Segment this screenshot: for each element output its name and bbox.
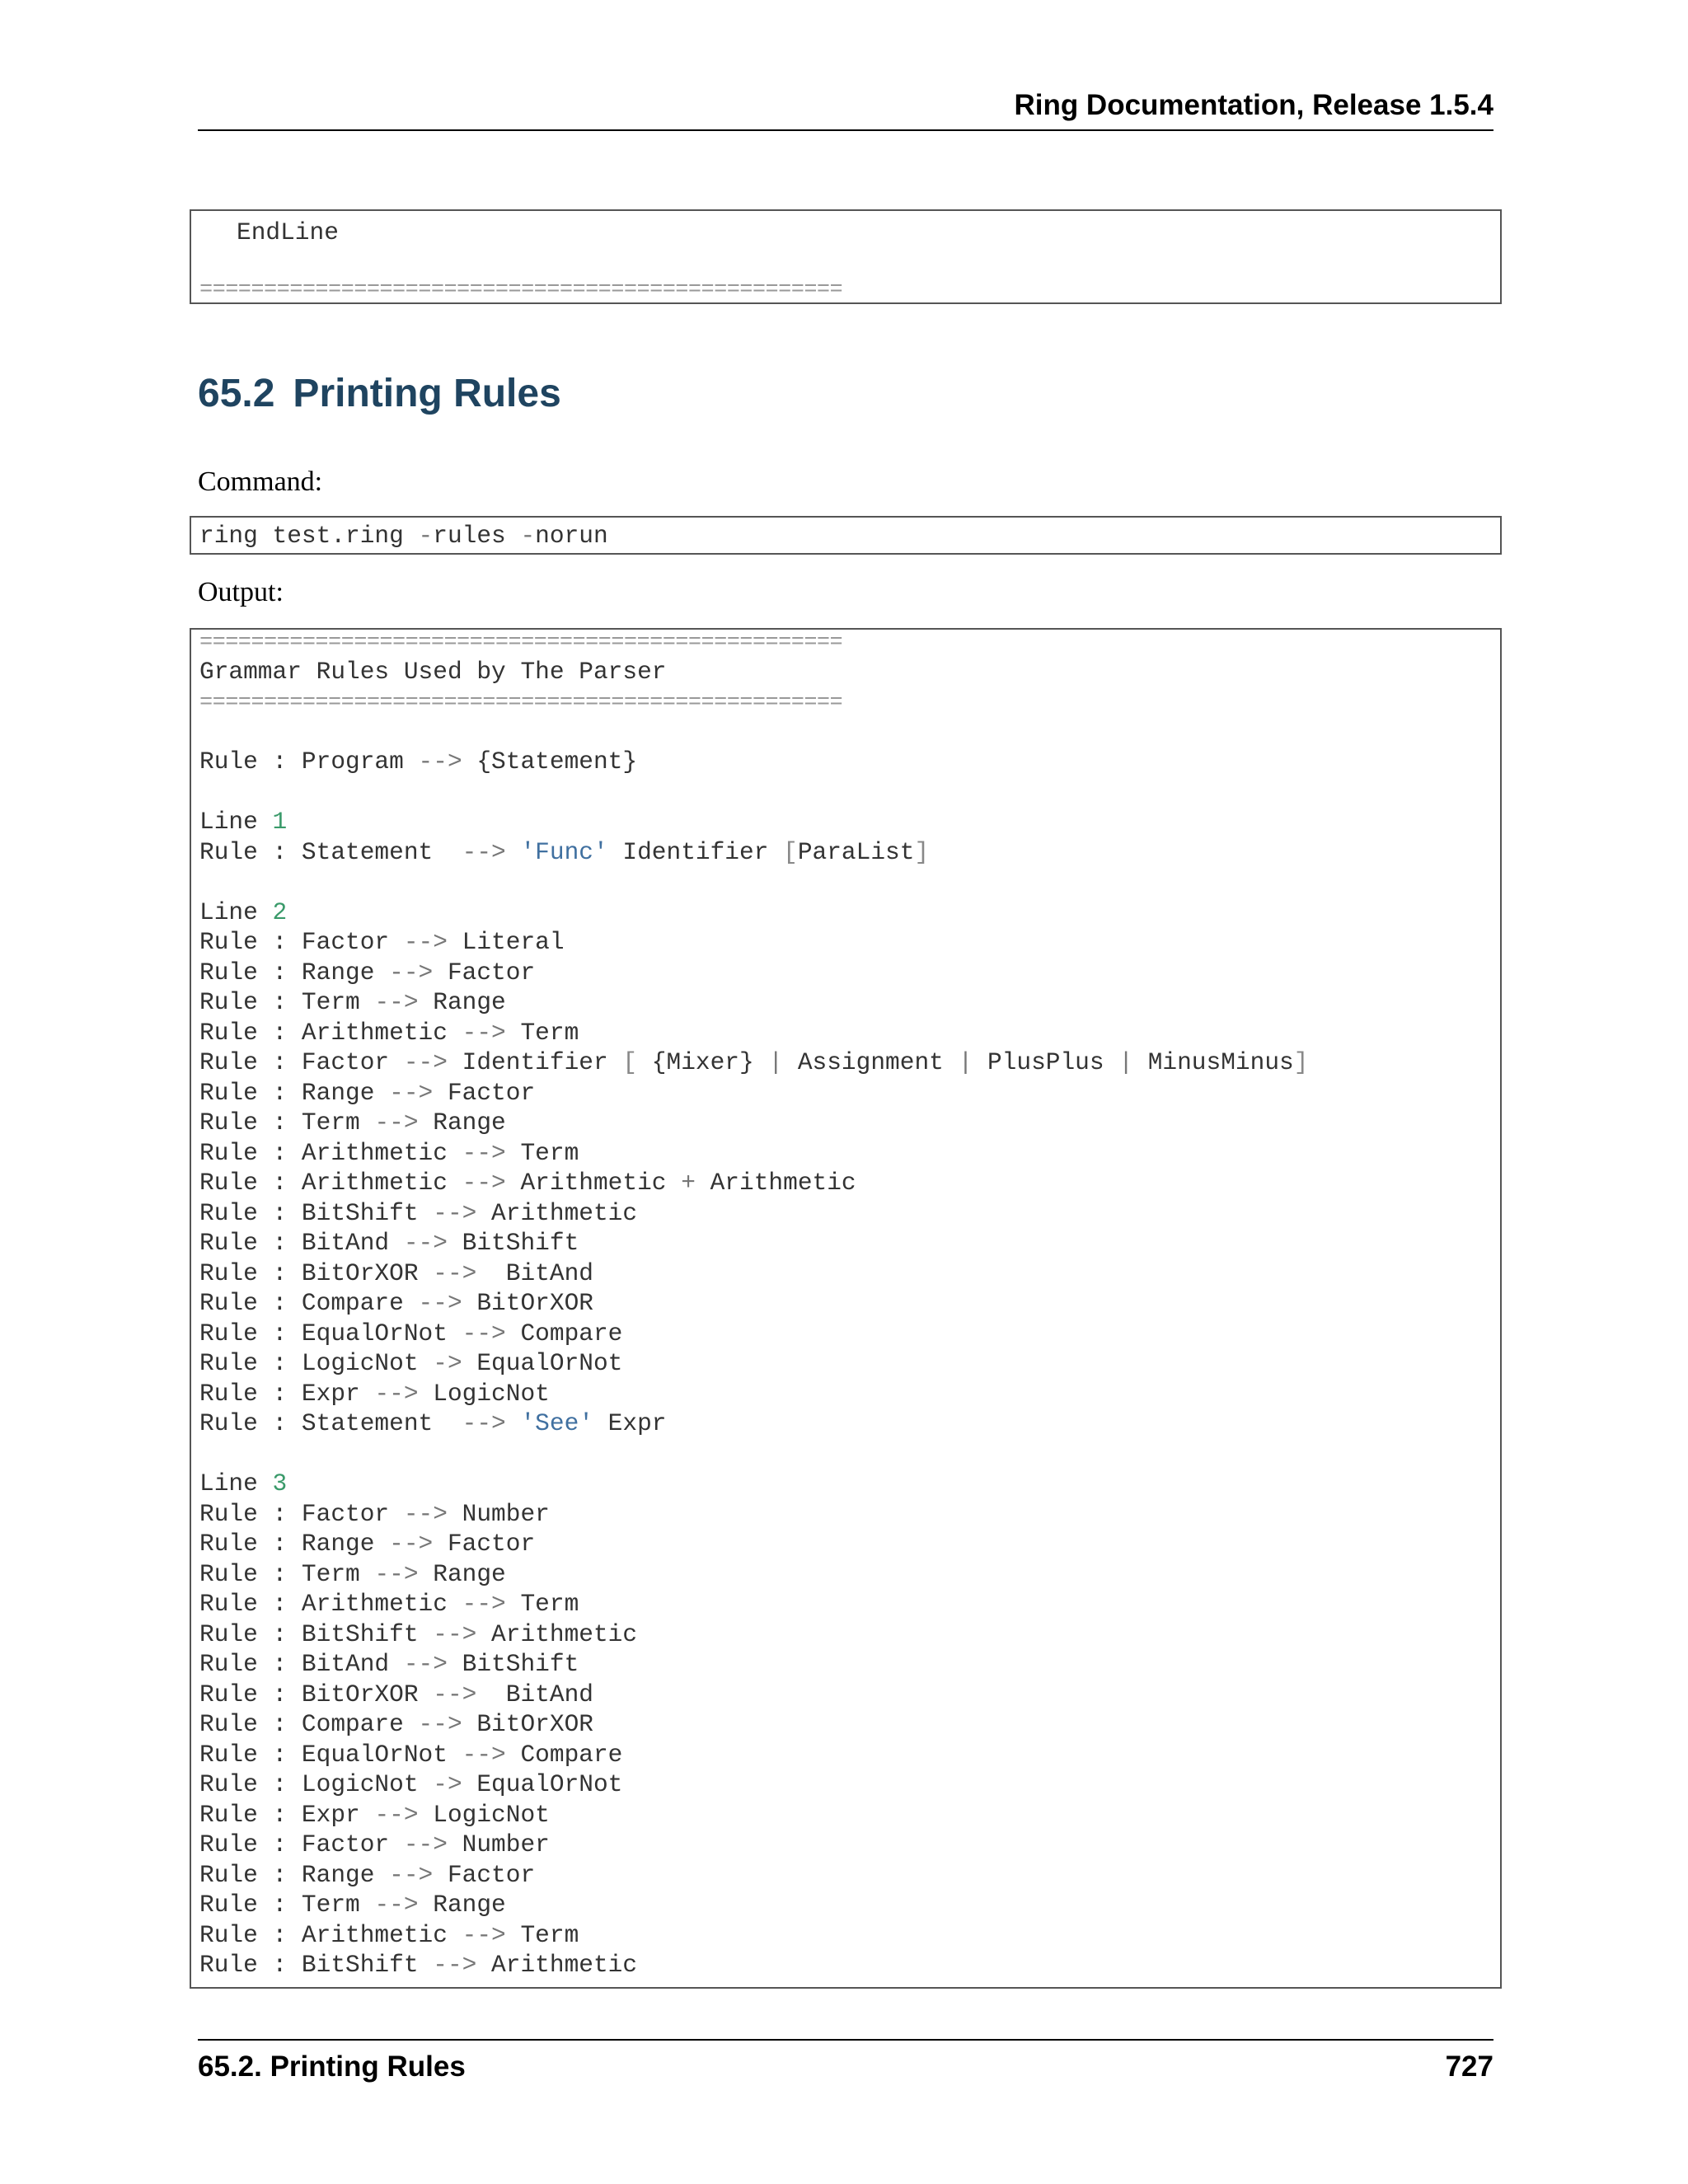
code-token: Arithmetic: [505, 1169, 682, 1197]
code-token: Term: [505, 1018, 579, 1047]
code-token: -->: [462, 1169, 506, 1197]
code-token: -->: [433, 1680, 477, 1708]
code-token: Grammar Rules Used by The Parser: [199, 657, 667, 686]
code-line: [191, 1108, 1500, 1138]
code-line: [191, 1619, 1500, 1650]
code-line: [191, 657, 1500, 687]
code-line: [191, 1890, 1500, 1920]
code-token: Line: [199, 898, 273, 926]
code-token: ->: [433, 1349, 462, 1377]
code-line: [191, 1950, 1500, 1980]
page-number: 727: [1445, 2050, 1493, 2083]
code-token: Rule : Term: [199, 988, 375, 1016]
code-token: Rule : Arithmetic: [199, 1169, 462, 1197]
code-token: Identifier: [607, 837, 784, 866]
code-token: ]: [1293, 1048, 1309, 1076]
code-token: Rule : Arithmetic: [199, 1920, 462, 1949]
section-title: Printing Rules: [293, 372, 561, 415]
code-line: [191, 1709, 1500, 1740]
code-token: Rule : Arithmetic: [199, 1138, 462, 1167]
section-heading: [198, 371, 561, 416]
code-token: Rule : BitOrXOR: [199, 1680, 434, 1708]
page-footer: [198, 2042, 1493, 2092]
code-token: Rule : Expr: [199, 1800, 375, 1829]
code-token: Assignment: [783, 1048, 959, 1076]
code-token: |: [768, 1048, 784, 1076]
code-token: Compare: [505, 1319, 623, 1347]
code-token: |: [1118, 1048, 1133, 1076]
code-token: -->: [433, 1198, 477, 1227]
code-token: ]: [914, 837, 930, 866]
footer-rule: [198, 2039, 1493, 2041]
code-line: [191, 1860, 1500, 1891]
code-token: Rule : BitAnd: [199, 1229, 404, 1257]
code-line: EndLine: [237, 218, 339, 246]
code-token: PlusPlus: [973, 1048, 1119, 1076]
output-label: Output:: [198, 577, 284, 607]
code-line: [191, 1018, 1500, 1048]
code-token: Range: [418, 1559, 506, 1588]
code-token: [: [783, 837, 798, 866]
code-token: ->: [433, 1770, 462, 1798]
code-token: Rule : LogicNot: [199, 1770, 434, 1798]
footer-section: 65.2. Printing Rules: [198, 2050, 466, 2083]
code-line: [191, 1258, 1500, 1289]
code-line: [191, 898, 1500, 928]
code-line: [191, 987, 1500, 1018]
code-token: -->: [418, 1710, 462, 1738]
code-token: Rule : BitShift: [199, 1951, 434, 1979]
code-token: Rule : BitShift: [199, 1198, 434, 1227]
code-token: -->: [462, 1319, 506, 1347]
code-token: 3: [272, 1469, 288, 1497]
code-token: ==================================================: [199, 691, 843, 715]
code-token: EqualOrNot: [462, 1349, 623, 1377]
command-dash: -: [418, 522, 434, 550]
code-line: [191, 717, 1500, 748]
code-token: ParaList: [797, 837, 915, 866]
code-token: Rule : Term: [199, 1559, 375, 1588]
code-token: -->: [462, 1409, 506, 1437]
code-token: -->: [374, 1108, 419, 1137]
code-token: Factor: [433, 1530, 536, 1558]
code-token: -->: [462, 1590, 506, 1618]
code-token: -->: [403, 1048, 448, 1076]
code-token: -->: [462, 1138, 506, 1167]
code-line: [191, 1348, 1500, 1379]
code-token: ==================================================: [199, 630, 843, 655]
code-block-continued: [190, 209, 1502, 304]
code-line: [191, 927, 1500, 958]
code-token: Identifier: [447, 1048, 623, 1076]
header-rule: [198, 129, 1493, 131]
code-token: BitShift: [447, 1650, 579, 1678]
code-line: [191, 1168, 1500, 1198]
code-line: [191, 1649, 1500, 1680]
code-token: EqualOrNot: [462, 1770, 623, 1798]
code-token: Arithmetic: [476, 1619, 638, 1648]
code-token: 'Func': [520, 837, 608, 866]
code-token: Rule : Statement: [199, 837, 462, 866]
code-token: Line: [199, 808, 273, 836]
code-token: Expr: [593, 1409, 667, 1437]
code-line: [191, 1680, 1500, 1710]
command-dash: -: [520, 522, 536, 550]
output-lines: [191, 628, 1500, 1980]
code-token: -->: [374, 988, 419, 1016]
code-separator: ==================================================: [199, 278, 843, 302]
code-token: -->: [462, 1018, 506, 1047]
command-label: Command:: [198, 466, 323, 497]
code-line: [191, 777, 1500, 808]
code-token: Rule : Compare: [199, 1710, 419, 1738]
code-token: 2: [272, 898, 288, 926]
code-token: LogicNot: [418, 1800, 550, 1829]
code-token: Rule : BitShift: [199, 1619, 434, 1648]
code-token: Range: [418, 1108, 506, 1137]
code-token: BitOrXOR: [462, 1289, 593, 1317]
code-token: Rule : Range: [199, 1860, 390, 1889]
code-token: LogicNot: [418, 1379, 550, 1408]
code-token: Literal: [447, 928, 565, 956]
code-token: Rule : Term: [199, 1108, 375, 1137]
code-token: Arithmetic: [476, 1951, 638, 1979]
code-token: [506, 1409, 521, 1437]
code-token: Term: [505, 1920, 579, 1949]
code-token: -->: [433, 1951, 477, 1979]
code-line: [191, 1408, 1500, 1439]
code-token: Rule : LogicNot: [199, 1349, 434, 1377]
code-token: Rule : Factor: [199, 1499, 404, 1528]
code-line: [191, 1920, 1500, 1951]
code-token: -->: [462, 1740, 506, 1769]
code-token: -->: [374, 1891, 419, 1919]
code-token: Rule : Range: [199, 1078, 390, 1107]
code-line: [191, 837, 1500, 868]
code-token: Range: [418, 988, 506, 1016]
code-token: -->: [374, 1559, 419, 1588]
code-token: Rule : Range: [199, 958, 390, 987]
code-token: Factor: [433, 958, 536, 987]
code-token: Rule : Arithmetic: [199, 1018, 462, 1047]
code-token: MinusMinus: [1133, 1048, 1294, 1076]
code-token: Term: [505, 1138, 579, 1167]
code-token: Factor: [433, 1860, 536, 1889]
code-token: Rule : BitOrXOR: [199, 1258, 434, 1287]
code-token: -->: [418, 748, 462, 776]
code-token: -->: [403, 1229, 448, 1257]
code-token: -->: [389, 1530, 434, 1558]
code-token: Number: [447, 1499, 550, 1528]
code-line: [191, 1769, 1500, 1800]
code-line: [191, 1559, 1500, 1590]
code-token: Rule : Expr: [199, 1379, 375, 1408]
code-token: -->: [418, 1289, 462, 1317]
command-code-block: [190, 516, 1502, 555]
command-text: ring test.ring: [199, 522, 419, 550]
code-token: -->: [389, 1078, 434, 1107]
code-token: -->: [403, 1499, 448, 1528]
code-token: {Mixer}: [637, 1048, 769, 1076]
code-token: +: [681, 1169, 696, 1197]
code-token: Rule : EqualOrNot: [199, 1319, 462, 1347]
code-token: BitOrXOR: [462, 1710, 593, 1738]
code-token: Rule : BitAnd: [199, 1650, 404, 1678]
code-line: [191, 807, 1500, 837]
code-token: Arithmetic: [695, 1169, 856, 1197]
code-line: [191, 1138, 1500, 1169]
page-header: [198, 89, 1493, 122]
code-line: [191, 1228, 1500, 1258]
code-line: [191, 1288, 1500, 1319]
code-line: [191, 1529, 1500, 1559]
section-number: 65.2: [198, 372, 275, 415]
code-token: Term: [505, 1590, 579, 1618]
code-token: Factor: [433, 1078, 536, 1107]
code-token: Rule : Program: [199, 748, 419, 776]
code-token: Rule : Factor: [199, 928, 404, 956]
code-line: [191, 867, 1500, 898]
output-code-block: [190, 628, 1502, 1989]
code-line: [191, 958, 1500, 988]
code-token: Rule : Factor: [199, 1048, 404, 1076]
code-token: -->: [374, 1379, 419, 1408]
code-token: Rule : Range: [199, 1530, 390, 1558]
code-token: -->: [433, 1258, 477, 1287]
code-line: [191, 1589, 1500, 1619]
code-token: [506, 838, 521, 866]
code-token: 1: [272, 808, 288, 836]
code-token: Rule : Compare: [199, 1289, 419, 1317]
code-token: -->: [462, 837, 506, 866]
code-token: -->: [462, 1920, 506, 1949]
code-line: [191, 1740, 1500, 1770]
code-token: Range: [418, 1891, 506, 1919]
code-token: [: [622, 1048, 638, 1076]
code-line: [191, 628, 1500, 657]
code-token: Rule : Statement: [199, 1409, 462, 1437]
code-token: BitAnd: [476, 1258, 593, 1287]
command-text: norun: [535, 522, 608, 550]
code-token: Rule : EqualOrNot: [199, 1740, 462, 1769]
code-token: Rule : Factor: [199, 1830, 404, 1858]
code-token: -->: [403, 1650, 448, 1678]
code-token: |: [958, 1048, 973, 1076]
code-token: Line: [199, 1469, 273, 1497]
code-line: [191, 1047, 1500, 1078]
code-line: [191, 687, 1500, 717]
code-token: Number: [447, 1830, 550, 1858]
command-line: [191, 521, 608, 551]
code-line: [191, 1499, 1500, 1530]
code-line: [191, 1469, 1500, 1499]
code-token: Arithmetic: [476, 1198, 638, 1227]
code-token: BitShift: [447, 1229, 579, 1257]
code-line: [191, 1078, 1500, 1108]
code-token: -->: [403, 928, 448, 956]
code-token: {Statement}: [462, 748, 638, 776]
code-token: Rule : Arithmetic: [199, 1590, 462, 1618]
code-token: -->: [374, 1800, 419, 1829]
command-text: rules: [433, 522, 521, 550]
code-token: Compare: [505, 1740, 623, 1769]
code-line: [191, 1319, 1500, 1349]
code-token: -->: [389, 1860, 434, 1889]
code-token: -->: [389, 958, 434, 987]
code-token: BitAnd: [476, 1680, 593, 1708]
code-line: [191, 1198, 1500, 1229]
code-line: [191, 747, 1500, 777]
code-token: -->: [433, 1619, 477, 1648]
code-token: 'See': [520, 1409, 593, 1437]
header-title: Ring Documentation, Release 1.5.4: [1014, 89, 1493, 121]
code-token: Rule : Term: [199, 1891, 375, 1919]
code-line: [191, 1830, 1500, 1860]
code-token: -->: [403, 1830, 448, 1858]
code-line: [191, 1439, 1500, 1469]
code-line: [191, 1379, 1500, 1409]
code-line: [191, 1800, 1500, 1830]
